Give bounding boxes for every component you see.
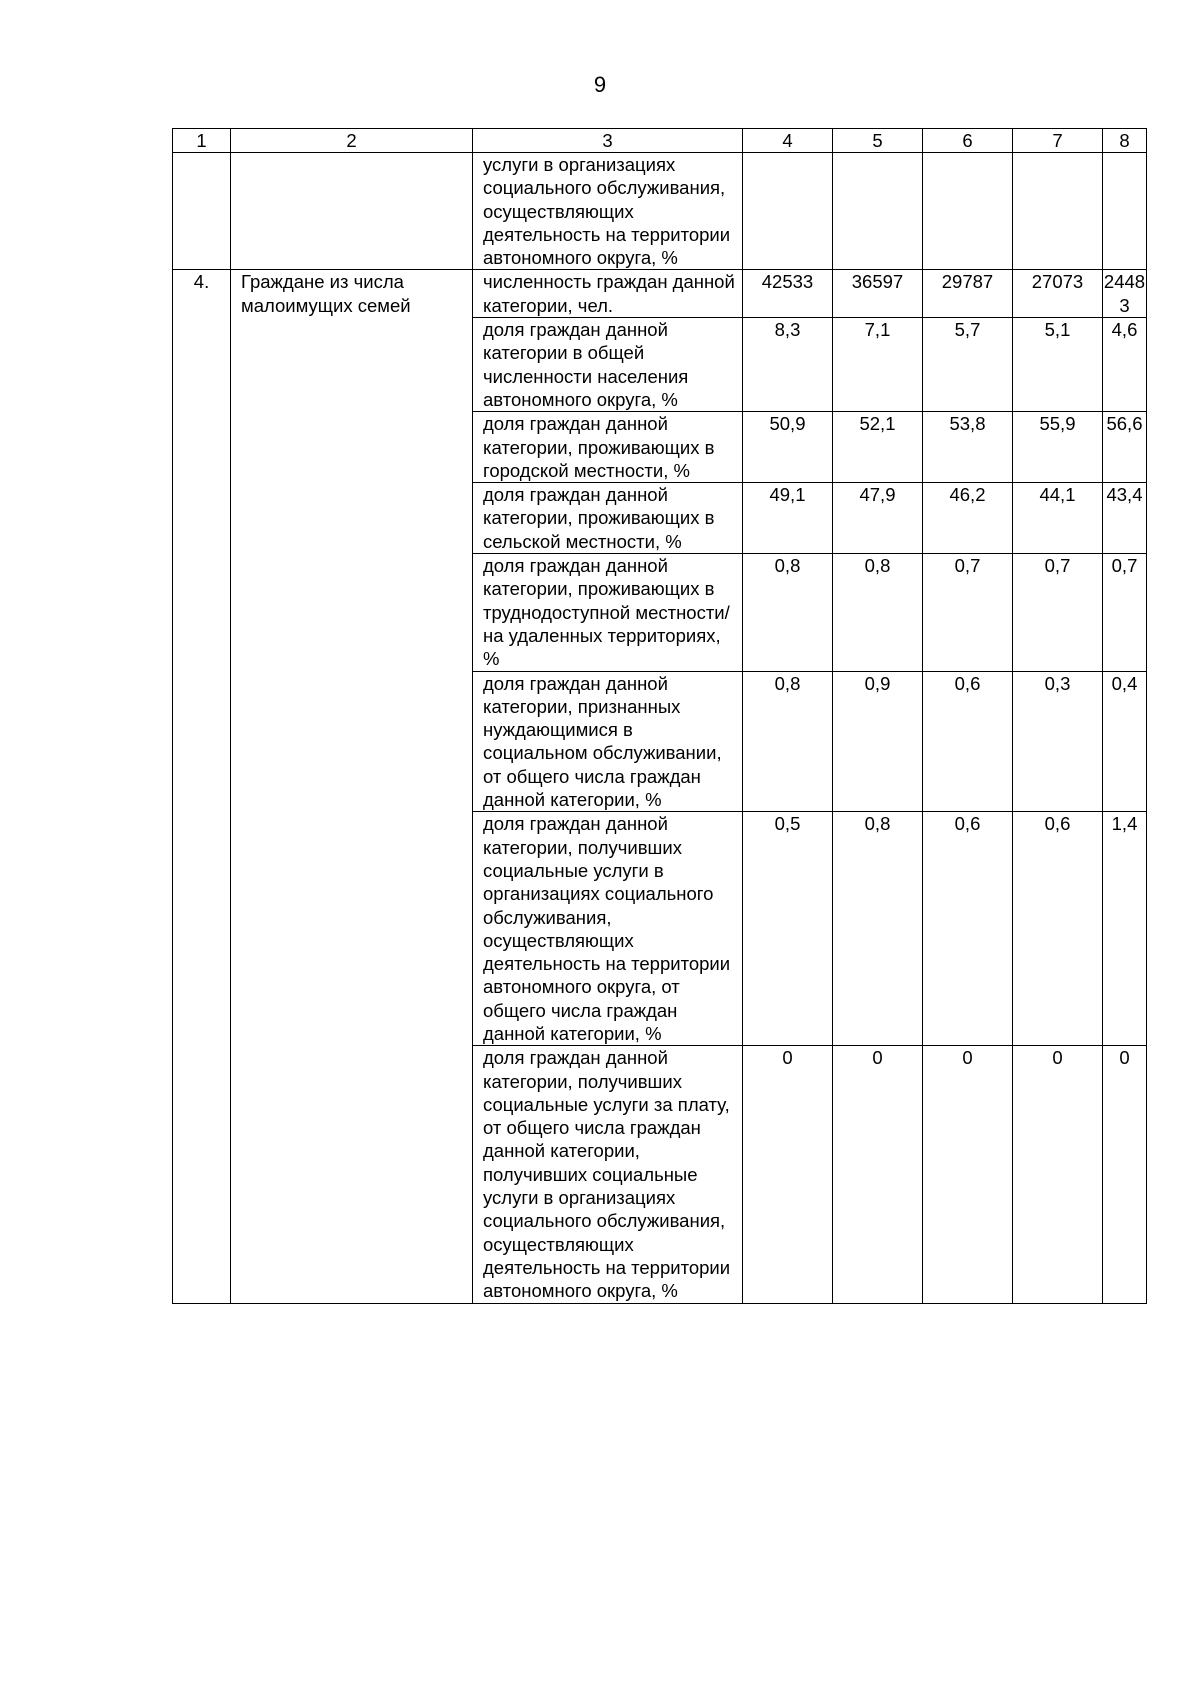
- value-cell: 0,7: [1103, 554, 1147, 671]
- category-cell: [231, 153, 473, 270]
- group-number-cell: 4.: [173, 270, 231, 1303]
- value-cell: 4,6: [1103, 318, 1147, 412]
- column-header: 4: [743, 129, 833, 153]
- value-cell: 0: [1103, 1046, 1147, 1303]
- indicator-cell: численность граждан данной категории, чел.: [473, 270, 743, 318]
- indicator-cell: доля граждан данной категории в общей численности населения автономного округа, %: [473, 318, 743, 412]
- value-cell: 44,1: [1013, 483, 1103, 554]
- table-body: [173, 129, 1147, 1304]
- statistics-table: [172, 128, 1147, 1304]
- column-header: 5: [833, 129, 923, 153]
- value-cell: 0,8: [833, 812, 923, 1046]
- value-cell: 0,6: [923, 671, 1013, 812]
- value-cell: 24483: [1103, 271, 1146, 316]
- value-cell: 0: [1013, 1046, 1103, 1303]
- indicator-cell: доля граждан данной категории, проживающих в городской местности, %: [473, 412, 743, 483]
- number-cell: [173, 153, 231, 270]
- page-number: 9: [593, 72, 607, 97]
- indicator-cell: услуги в организациях социального обслуживания, осуществляющих деятельность на территории автономного округа, %: [473, 153, 743, 270]
- column-header: 3: [473, 129, 743, 153]
- column-header: 8: [1103, 129, 1147, 153]
- value-cell: [833, 153, 923, 270]
- value-cell: 47,9: [833, 483, 923, 554]
- value-cell: 56,6: [1103, 412, 1147, 483]
- indicator-cell: доля граждан данной категории, признанных нуждающимися в социальном обслуживании, от общего числа граждан данной категории, %: [473, 671, 743, 812]
- value-cell: 27073: [1013, 270, 1103, 318]
- column-header: 7: [1013, 129, 1103, 153]
- value-cell: 36597: [833, 270, 923, 318]
- value-cell: 50,9: [743, 412, 833, 483]
- value-cell: 5,7: [923, 318, 1013, 412]
- value-cell: 7,1: [833, 318, 923, 412]
- value-cell: [743, 153, 833, 270]
- value-cell: 0,9: [833, 671, 923, 812]
- table-row: [173, 270, 1147, 318]
- value-cell: 0,3: [1013, 671, 1103, 812]
- value-cell: 0,4: [1103, 671, 1147, 812]
- value-cell: 0,7: [1013, 554, 1103, 671]
- indicator-cell: доля граждан данной категории, получивших социальные услуги в организациях социального обслуживания, осуществляющих деятельность на территории автономного округа, от общего числа граждан данной категории, %: [473, 812, 743, 1046]
- value-cell: 42533: [743, 270, 833, 318]
- column-header: 2: [231, 129, 473, 153]
- value-cell: 29787: [923, 270, 1013, 318]
- value-cell: 53,8: [923, 412, 1013, 483]
- indicator-cell: доля граждан данной категории, получивших социальные услуги за плату, от общего числа граждан данной категории, получивших социальные услуги в организациях социального обслуживания, осуществляющих деятельность на территории автономного округа, %: [473, 1046, 743, 1303]
- table-header-row: [173, 129, 1147, 153]
- column-header: 6: [923, 129, 1013, 153]
- value-cell: 0,7: [923, 554, 1013, 671]
- value-cell: 0,5: [743, 812, 833, 1046]
- table-row: [173, 153, 1147, 270]
- value-cell: 0: [743, 1046, 833, 1303]
- value-cell: 55,9: [1013, 412, 1103, 483]
- group-category-cell: Граждане из числа малоимущих семей: [231, 270, 473, 1303]
- column-header: 1: [173, 129, 231, 153]
- value-cell: 0: [923, 1046, 1013, 1303]
- value-cell: 0,6: [923, 812, 1013, 1046]
- value-cell: 1,4: [1103, 812, 1147, 1046]
- value-cell: [923, 153, 1013, 270]
- value-cell: 0,8: [743, 554, 833, 671]
- value-cell: 0,6: [1013, 812, 1103, 1046]
- value-cell: 5,1: [1013, 318, 1103, 412]
- value-cell: 43,4: [1103, 483, 1147, 554]
- indicator-cell: доля граждан данной категории, проживающих в сельской местности, %: [473, 483, 743, 554]
- value-cell: 0: [833, 1046, 923, 1303]
- value-cell: 0,8: [833, 554, 923, 671]
- value-cell: 52,1: [833, 412, 923, 483]
- value-cell: 0,8: [743, 671, 833, 812]
- value-cell: [1103, 153, 1147, 270]
- value-cell: 8,3: [743, 318, 833, 412]
- value-cell: [1013, 153, 1103, 270]
- value-cell: 49,1: [743, 483, 833, 554]
- indicator-cell: доля граждан данной категории, проживающих в труднодоступной местности/на удаленных территориях, %: [473, 554, 743, 671]
- value-cell: 46,2: [923, 483, 1013, 554]
